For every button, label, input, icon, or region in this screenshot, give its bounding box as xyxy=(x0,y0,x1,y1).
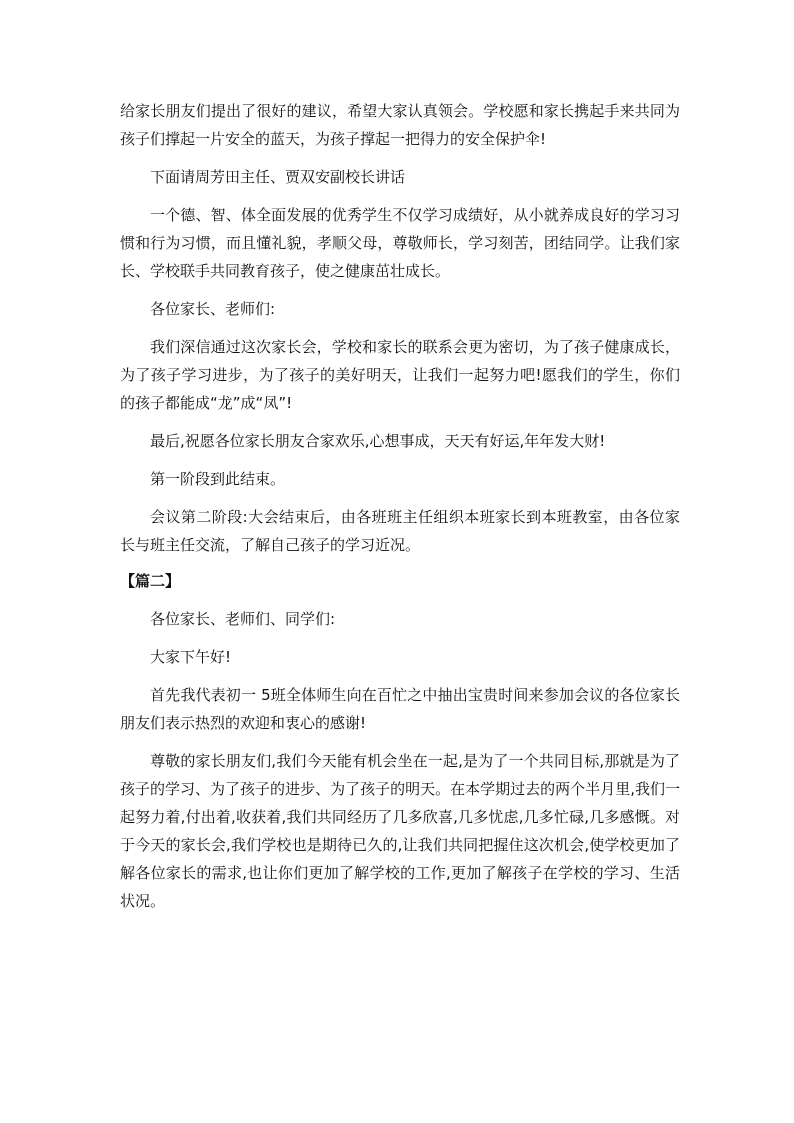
paragraph-5: 我们深信通过这次家长会，学校和家长的联系会更为密切，为了孩子健康成长，为了孩子学习进步，为了孩子的美好明天，让我们一起努力吧!愿我们的学生，你们的孩子都能成“龙”成“凤”! xyxy=(120,338,680,412)
paragraph-8: 会议第二阶段:大会结束后，由各班班主任组织本班家长到本班教室，由各位家长与班主任交流，了解自己孩子的学习近况。 xyxy=(120,508,680,554)
paragraph-3: 一个德、智、体全面发展的优秀学生不仅学习成绩好，从小就养成良好的学习习惯和行为习惯，而且懂礼貌，孝顺父母，尊敬师长，学习刻苦，团结同学。让我们家长、学校联手共同教育孩子，使之健康茁壮成长。 xyxy=(120,206,680,280)
section-paragraph-4: 尊敬的家长朋友们,我们今天能有机会坐在一起,是为了一个共同目标,那就是为了孩子的学习、为了孩子的进步、为了孩子的明天。在本学期过去的两个半月里,我们一起努力着,付出着,收获着,我们共同经历了几多欣喜,几多忧虑,几多忙碌,几多感慨。对于今天的家长会,我们学校也是期待已久的,让我们共同把握住这次机会,使学校更加了解各位家长的需求,也让你们更加了解学校的工作,更加了解孩子在学校的学习、生活状况。 xyxy=(120,752,680,910)
section-paragraph-1: 各位家长、老师们、同学们: xyxy=(150,610,336,628)
section-paragraph-2: 大家下午好! xyxy=(150,648,232,666)
paragraph-7: 第一阶段到此结束。 xyxy=(150,470,286,488)
paragraph-6: 最后,祝愿各位家长朋友合家欢乐,心想事成，天天有好运,年年发大财! xyxy=(150,432,606,450)
paragraph-2: 下面请周芳田主任、贾双安副校长讲话 xyxy=(150,168,406,186)
section-paragraph-3: 首先我代表初一 5班全体师生向在百忙之中抽出宝贵时间来参加会议的各位家长朋友们表示热烈的欢迎和衷心的感谢! xyxy=(120,686,680,732)
paragraph-4: 各位家长、老师们: xyxy=(150,300,276,318)
section-heading: 【篇二】 xyxy=(120,572,181,590)
document-body xyxy=(120,97,680,915)
paragraph-1: 给家长朋友们提出了很好的建议，希望大家认真领会。学校愿和家长携起手来共同为孩子们撑起一片安全的蓝天，为孩子撑起一把得力的安全保护伞! xyxy=(120,102,680,148)
